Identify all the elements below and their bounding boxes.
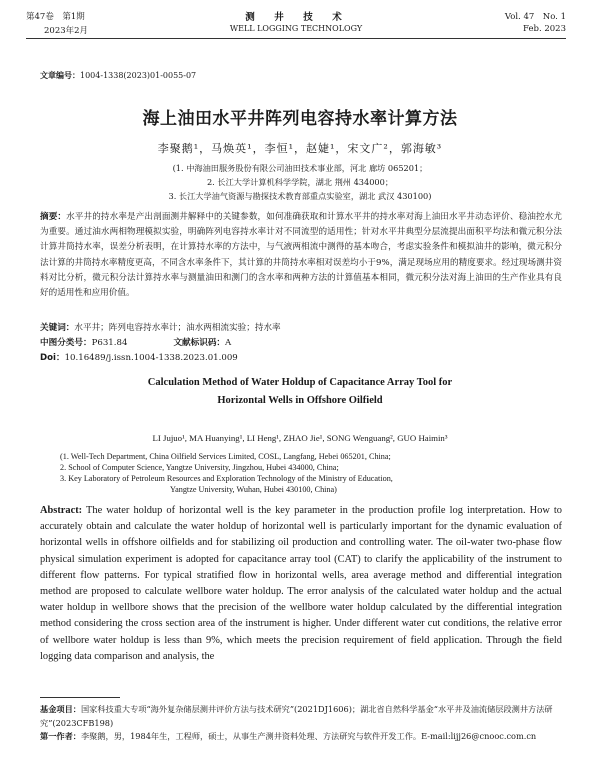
abstract-cn-text: 水平井的持水率是产出剖面测井解释中的关键参数，如何准确获取和计算水平井的持水率对海上油田水平井动态评价、稳油控水尤为重要。通过油水两相物理模拟实验，明确阵列电容持水率计对不同流型的适用性；针对水平井典型分层流提出面积平均法和微元积分法计算井筒持水率，误差分析表明，在计算持水率的方法中，与气液两相流中测得的基本吻合，考虑实验条件和模拟油井的影响，微元积分法计算的井筒持水率精度更高，不同含水率条件下，其计算的井筒持水率相对误差均小于9%，满足现场应用的精度要求。经过现场测井资料对比分析，微元积分法计算持水率与测量油田和测门的含水率和两种方法的计算值基本相同，微元积分法对海上油田的生产作业具有良好的适用性和应用价值。: [40, 212, 562, 299]
doi-value: 10.16489/j.issn.1004-1338.2023.01.009: [64, 353, 238, 363]
affiliation-en-1: (1. Well-Tech Department, China Oilfield Services Limited, COSL, Langfang, Hebei 065201, China;: [60, 452, 391, 461]
affiliation-cn-2: 2. 长江大学计算机科学学院，湖北 荆州 434000；: [206, 177, 394, 187]
footnote-divider: [40, 697, 120, 698]
authors-en: LI Jujuo¹, MA Huanying¹, LI Heng¹, ZHAO Jie¹, SONG Wenguang², GUO Haimin³: [152, 433, 448, 443]
footnote-author: [40, 729, 562, 743]
title-en-line-2: Horizontal Wells in Offshore Oilfield: [217, 395, 383, 406]
title-en-line-1: Calculation Method of Water Holdup of Capacitance Array Tool for: [147, 377, 453, 388]
affiliation-cn-1: (1. 中海油田服务股份有限公司油田技术事业部，河北 廊坊 065201；: [172, 163, 428, 173]
abstract-cn: [40, 210, 562, 301]
abstract-en-text: The water holdup of horizontal well is the key parameter in the production profile log interpretation. How to accurately obtain and calculate the water holdup of horizontal well is particularly important for the dynamic evaluation of horizontal wells in offshore oilfields and for stabilizing oil production and controlling water. The oil-water two-phase flow physical simulation experiment is adopted for capacitance array tool (CAT) to clarify the applicability of the instrument to different flow patterns. For typical stratified flow in horizontal wells, area average method and differential integration method are proposed to calculate wellbore water holdup. The error analysis of the calculated water holdup and the actual water holdup in wellbore shows that the precision of the wellbore water holdup calculated by the differential integration method considering the cross section area of the instrument is higher. Under different water cut conditions, the relative error of wellbore water holdup is less than 9%, which meets the precision requirement of field application. Through the field logging data comparison and analysis, the: [40, 505, 562, 662]
classification: [40, 336, 231, 348]
first-author-label: 第一作者：: [40, 731, 81, 741]
fund-label: 基金项目：: [40, 704, 81, 714]
footnote-fund: [40, 702, 562, 730]
affiliation-en-2: 2. School of Computer Science, Yangtze University, Jingzhou, Hubei 434000, China;: [60, 463, 339, 472]
date-cn: 2023年2月: [44, 26, 89, 36]
article-number-value: 1004-1338(2023)01-0055-07: [80, 71, 197, 80]
first-author-text: 李聚鹅，男，1984年生，工程师，硕士，从事生产测井资料处理、方法研究与软件开发工作。E-mail:lijj26@cnooc.com.cn: [80, 731, 537, 741]
abstract-en-label: Abstract:: [40, 505, 83, 516]
doc-code-label: 文献标识码：: [173, 338, 226, 348]
affiliation-en-4: Yangtze University, Wuhan, Hubei 430100, China): [170, 485, 337, 494]
article-number: [40, 70, 196, 81]
fund-text: 国家科技重大专项“海外复杂储层测井评价方法与技术研究”(2021DJ1606)；湖北省自然科学基金“水平井及油流储层段测井方法研究”(2023CFB198): [40, 704, 553, 728]
date-en: Feb. 2023: [523, 24, 566, 34]
journal-name-en: WELL LOGGING TECHNOLOGY: [229, 24, 363, 33]
title-cn: 海上油田水平井阵列电容持水率计算方法: [142, 109, 458, 129]
journal-name-cn: 测 井 技 术: [245, 12, 347, 23]
keywords-cn-text: 水平井；阵列电容持水率计；油水两相流实验；持水率: [74, 323, 281, 333]
clc-label: 中图分类号：: [40, 338, 92, 348]
volume-issue-cn: 第47卷 第1期: [26, 12, 85, 22]
abstract-cn-label: 摘要：: [40, 212, 67, 222]
affiliation-cn-3: 3. 长江大学油气资源与勘探技术教育部重点实验室，湖北 武汉 430100): [168, 191, 432, 201]
keywords-cn: [40, 321, 281, 333]
doi-label: Doi：: [40, 353, 65, 363]
volume-issue-en: Vol. 47 No. 1: [504, 12, 566, 22]
running-header: [26, 8, 566, 39]
affiliation-en-3: 3. Key Laboratory of Petroleum Resources and Exploration Technology of the Ministry of Education,: [60, 474, 393, 483]
keywords-cn-label: 关键词：: [40, 323, 75, 333]
authors-cn: 李聚鹅¹，马焕英¹，李恒¹，赵婕¹，宋文广²，郭海敏³: [157, 142, 443, 155]
article-number-label: 文章编号：: [40, 71, 80, 80]
clc-value: P631.84: [91, 338, 128, 348]
abstract-en: [40, 503, 562, 665]
doi: [40, 351, 238, 363]
doc-code-value: A: [225, 338, 232, 348]
